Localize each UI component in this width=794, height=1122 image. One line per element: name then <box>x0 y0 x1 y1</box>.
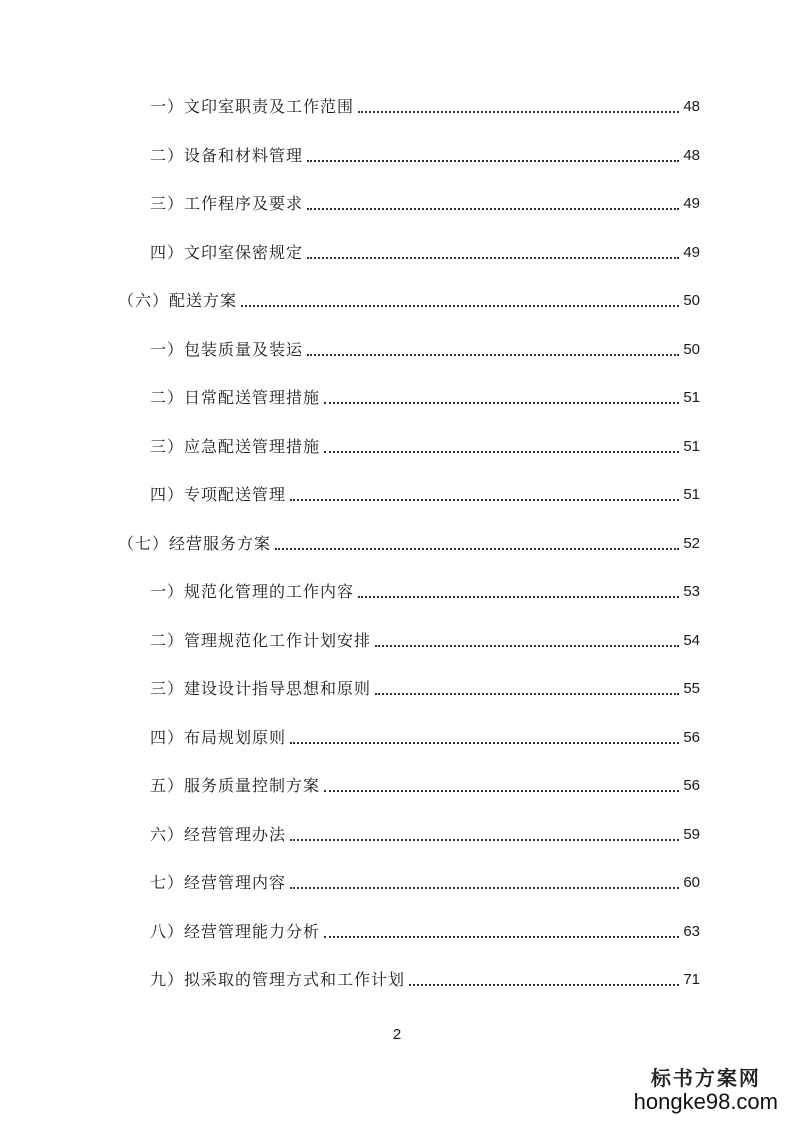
toc-entry-page: 49 <box>683 243 700 261</box>
toc-entry-page: 71 <box>683 971 700 988</box>
toc-section-entry[interactable] <box>118 531 700 557</box>
toc-entry-page: 63 <box>683 922 700 940</box>
watermark-logo <box>634 1066 778 1114</box>
toc-entry-page: 51 <box>683 389 700 406</box>
toc-entry-page: 48 <box>683 98 700 115</box>
toc-entry-page: 48 <box>683 146 700 164</box>
toc-entry[interactable] <box>150 94 700 120</box>
toc-entry-page: 52 <box>683 534 700 552</box>
toc-leader-dots <box>307 354 679 356</box>
toc-entry-title: 七）经营管理内容 <box>150 873 287 892</box>
toc-leader-dots <box>307 257 679 259</box>
toc-leader-dots <box>358 596 679 598</box>
toc-entry-title: 二）日常配送管理措施 <box>150 388 321 407</box>
toc-entry[interactable] <box>150 628 700 654</box>
toc-entry-title: 三）工作程序及要求 <box>150 194 304 213</box>
toc-entry-page: 53 <box>683 583 700 600</box>
toc-section-entry[interactable] <box>118 288 700 314</box>
toc-entry-title: 六）经营管理办法 <box>150 824 287 844</box>
toc-leader-dots <box>375 645 679 647</box>
toc-entry-title: 二）设备和材料管理 <box>150 145 304 165</box>
toc-entry-page: 56 <box>683 728 700 746</box>
toc-entry-title: （七）经营服务方案 <box>118 533 272 553</box>
toc-entry[interactable] <box>150 482 700 508</box>
toc-leader-dots <box>409 984 679 986</box>
toc-entry[interactable] <box>150 822 700 848</box>
toc-entry[interactable] <box>150 967 700 993</box>
toc-entry-page: 51 <box>683 486 700 503</box>
toc-entry-page: 51 <box>683 437 700 455</box>
toc-leader-dots <box>290 742 679 744</box>
toc-leader-dots <box>290 839 679 841</box>
toc-entry[interactable] <box>150 385 700 411</box>
toc-leader-dots <box>358 111 679 113</box>
toc-entry-page: 50 <box>683 292 700 309</box>
toc-entry[interactable] <box>150 579 700 605</box>
toc-entry-page: 49 <box>683 195 700 212</box>
toc-entry-title: 四）专项配送管理 <box>150 485 287 504</box>
toc-entry[interactable] <box>150 725 700 751</box>
toc-entry[interactable] <box>150 191 700 217</box>
toc-entry[interactable] <box>150 919 700 945</box>
toc-entry-page: 55 <box>683 680 700 697</box>
toc-leader-dots <box>241 305 679 307</box>
toc-entry-page: 59 <box>683 825 700 843</box>
toc-entry-title: 八）经营管理能力分析 <box>150 921 321 941</box>
toc-entry-page: 56 <box>683 777 700 794</box>
toc-entry-title: 三）建设设计指导思想和原则 <box>150 679 372 698</box>
toc-entry[interactable] <box>150 870 700 896</box>
toc-entry-title: 三）应急配送管理措施 <box>150 436 321 456</box>
toc-entry-page: 50 <box>683 340 700 358</box>
toc-entry-title: 一）规范化管理的工作内容 <box>150 582 355 601</box>
toc-entry[interactable] <box>150 434 700 460</box>
toc-entry-title: 四）文印室保密规定 <box>150 242 304 262</box>
toc-leader-dots <box>290 887 679 889</box>
toc-entry-title: 四）布局规划原则 <box>150 727 287 747</box>
toc-entry[interactable] <box>150 143 700 169</box>
toc-leader-dots <box>307 208 679 210</box>
toc-entry-page: 54 <box>683 631 700 649</box>
toc-leader-dots <box>290 499 679 501</box>
toc-entry[interactable] <box>150 337 700 363</box>
watermark-url: hongke98.com <box>633 1089 778 1114</box>
toc-entry-title: 一）文印室职责及工作范围 <box>150 97 355 116</box>
toc-leader-dots <box>324 790 679 792</box>
toc-entry-title: 五）服务质量控制方案 <box>150 776 321 795</box>
toc-leader-dots <box>307 160 679 162</box>
toc-entry[interactable] <box>150 676 700 702</box>
page-number: 2 <box>392 1026 402 1043</box>
toc-entry-page: 60 <box>683 874 700 891</box>
toc-entry-title: 二）管理规范化工作计划安排 <box>150 630 372 650</box>
toc-leader-dots <box>375 693 679 695</box>
toc-entry[interactable] <box>150 773 700 799</box>
toc-leader-dots <box>324 936 679 938</box>
toc-entry-title: （六）配送方案 <box>118 291 238 310</box>
toc-entry-title: 一）包装质量及装运 <box>150 339 304 359</box>
toc-leader-dots <box>324 451 679 453</box>
toc-leader-dots <box>275 548 679 550</box>
toc-entry-title: 九）拟采取的管理方式和工作计划 <box>150 970 406 989</box>
watermark-name: 标书方案网 <box>650 1066 761 1090</box>
toc-entry[interactable] <box>150 240 700 266</box>
toc-leader-dots <box>324 402 679 404</box>
